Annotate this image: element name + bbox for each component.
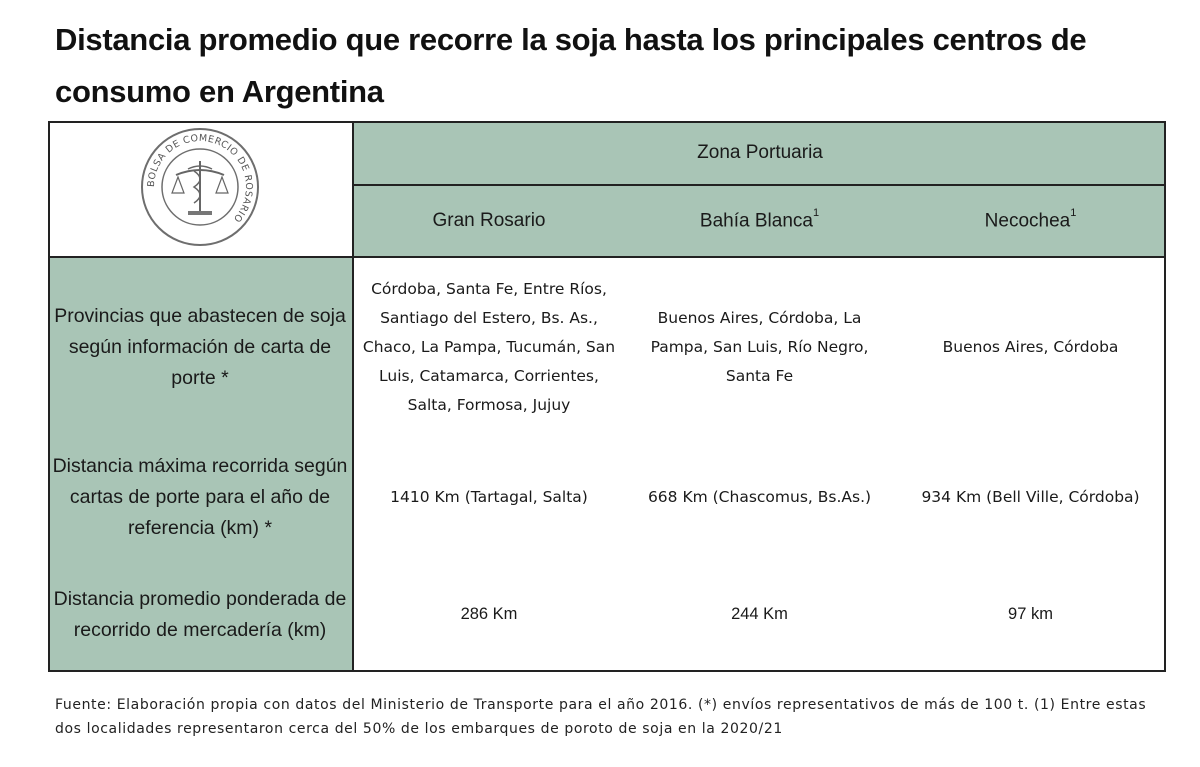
distance-table <box>48 121 1166 672</box>
cell-maxima-gran-rosario: 1410 Km (Tartagal, Salta) <box>353 437 624 557</box>
port-header-bahia-blanca: Bahía Blanca$^1$ <box>624 185 895 257</box>
port-header-necochea: Necochea$^1$ <box>895 185 1166 257</box>
seal-text: BOLSA DE COMERCIO DE ROSARIO <box>145 132 255 224</box>
page-title: Distancia promedio que recorre la soja hasta los principales centros de consumo en Argentina <box>55 22 1087 109</box>
row-label-distancia-maxima: Distancia máxima recorrida según cartas de porte para el año de referencia (km) * <box>48 437 353 557</box>
zona-portuaria-header: Zona Portuaria <box>353 121 1166 185</box>
cell-maxima-bahia-blanca: 668 Km (Chascomus, Bs.As.) <box>624 437 895 557</box>
bolsa-comercio-rosario-seal-icon <box>138 125 262 249</box>
row-label-provincias: Provincias que abastecen de soja según información de carta de porte * <box>48 257 353 437</box>
cell-provincias-necochea: Buenos Aires, Córdoba <box>895 257 1166 437</box>
cell-promedio-gran-rosario: 286 Km <box>353 557 624 672</box>
cell-promedio-bahia-blanca: 244 Km <box>624 557 895 672</box>
source-note: Fuente: Elaboración propia con datos del Ministerio de Transporte para el año 2016. (*) envíos representativos de más de 100 t. (1) Entre estas dos localidades representaron cerca del 50% de los embarques de poroto de soja en la 2020/21 <box>55 697 1147 737</box>
cell-promedio-necochea: 97 km <box>895 557 1166 672</box>
port-header-gran-rosario: Gran Rosario <box>353 185 624 257</box>
footnote-marker: 1 <box>812 206 820 219</box>
row-label-distancia-promedio: Distancia promedio ponderada de recorrido de mercadería (km) <box>48 557 353 672</box>
footnote-marker: 1 <box>1070 206 1077 219</box>
cell-provincias-gran-rosario: Córdoba, Santa Fe, Entre Ríos, Santiago del Estero, Bs. As., Chaco, La Pampa, Tucumán, San Luis, Catamarca, Corrientes, Salta, Formosa, Jujuy <box>353 257 624 437</box>
cell-maxima-necochea: 934 Km (Bell Ville, Córdoba) <box>895 437 1166 557</box>
cell-provincias-bahia-blanca: Buenos Aires, Córdoba, La Pampa, San Luis, Río Negro, Santa Fe <box>624 257 895 437</box>
logo-cell <box>48 121 353 257</box>
